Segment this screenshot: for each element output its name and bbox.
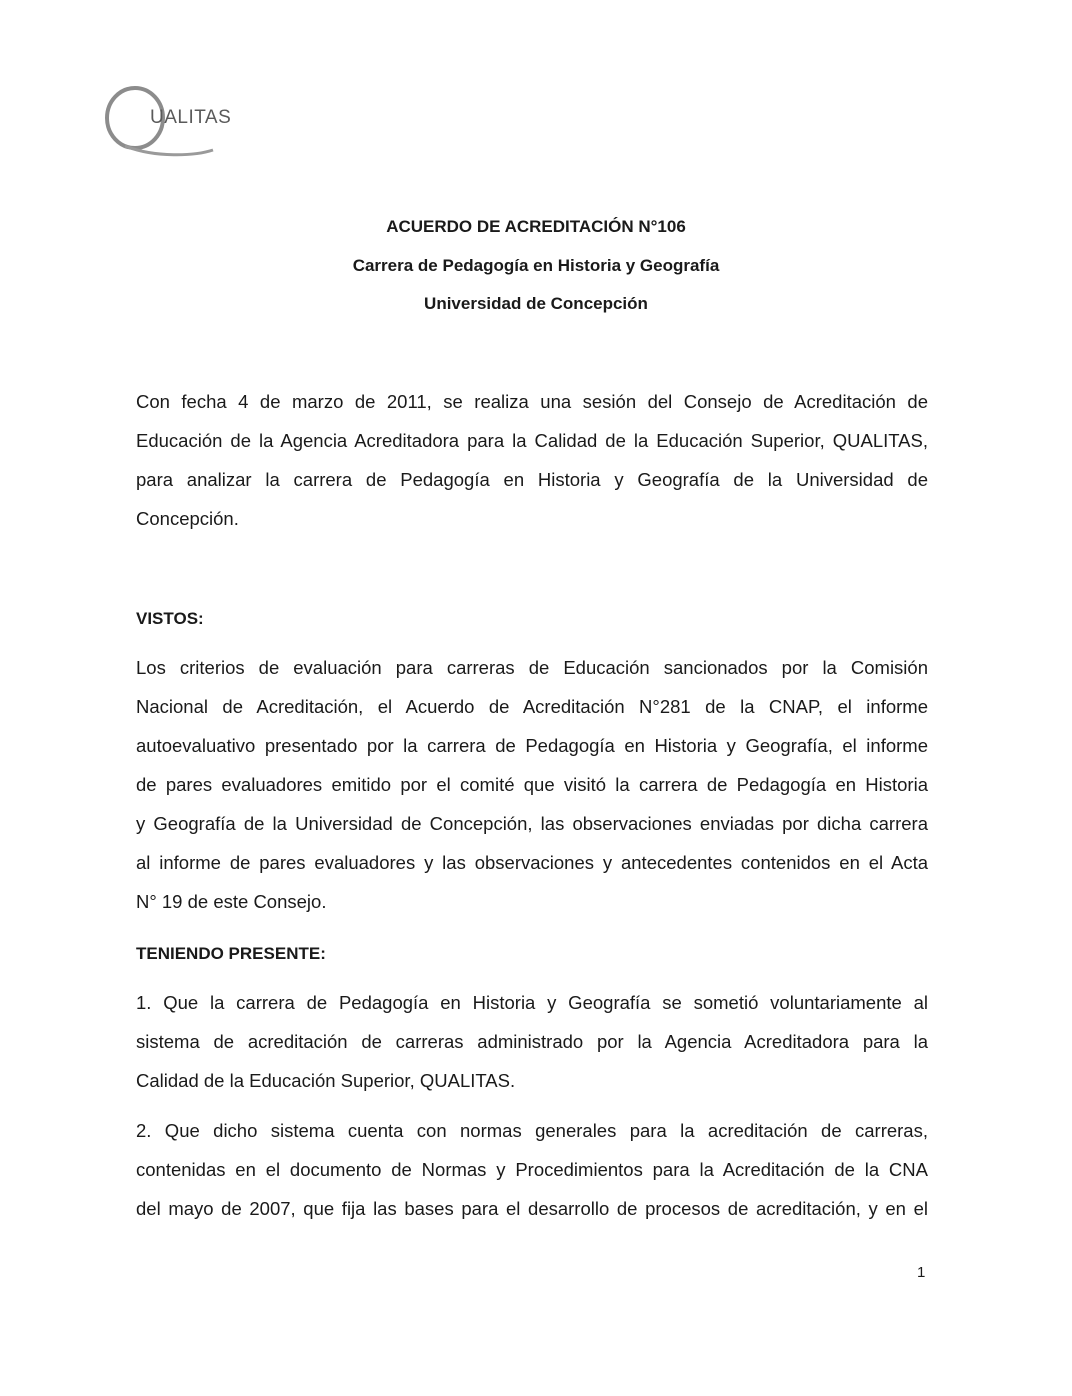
logo-wordmark: UALITAS [150, 107, 232, 128]
paragraph-line: Calidad de la Educación Superior, QUALITAS. [136, 1070, 516, 1091]
paragraph-line: de pares evaluadores emitido por el comité que visitó la carrera de Pedagogía en Historia [136, 774, 928, 795]
paragraph-line: Educación de la Agencia Acreditadora para la Calidad de la Educación Superior, QUALITAS, [136, 430, 928, 451]
paragraph-line: N° 19 de este Consejo. [136, 891, 327, 912]
paragraph-line: autoevaluativo presentado por la carrera de Pedagogía en Historia y Geografía, el informe [136, 735, 928, 756]
paragraph-line: sistema de acreditación de carreras administrado por la Agencia Acreditadora para la [136, 1031, 928, 1052]
paragraph-line: al informe de pares evaluadores y las observaciones y antecedentes contenidos en el Acta [136, 852, 928, 873]
qualitas-logo [95, 80, 275, 160]
vistos-heading: VISTOS: [136, 609, 204, 628]
vistos-paragraph [136, 648, 928, 921]
paragraph-line: del mayo de 2007, que fija las bases para el desarrollo de procesos de acreditación, y en el [136, 1198, 928, 1219]
page-number: 1 [917, 1264, 926, 1281]
paragraph-line: Con fecha 4 de marzo de 2011, se realiza una sesión del Consejo de Acreditación de [136, 391, 928, 412]
paragraph-line: contenidas en el documento de Normas y Procedimientos para la Acreditación de la CNA [136, 1159, 928, 1180]
paragraph-line: 2. Que dicho sistema cuenta con normas generales para la acreditación de carreras, [136, 1120, 928, 1141]
teniendo-item-2 [136, 1111, 928, 1228]
document-title: ACUERDO DE ACREDITACIÓN N°106 [386, 217, 686, 236]
paragraph-line: y Geografía de la Universidad de Concepción, las observaciones enviadas por dicha carrera [136, 813, 928, 834]
teniendo-heading: TENIENDO PRESENTE: [136, 944, 326, 963]
paragraph-line: Los criterios de evaluación para carreras de Educación sancionados por la Comisión [136, 657, 928, 678]
teniendo-item-1 [136, 983, 928, 1100]
career-subtitle: Carrera de Pedagogía en Historia y Geografía [352, 256, 720, 275]
paragraph-line: Nacional de Acreditación, el Acuerdo de Acreditación N°281 de la CNAP, el informe [136, 696, 928, 717]
paragraph-line: para analizar la carrera de Pedagogía en Historia y Geografía de la Universidad de [136, 469, 928, 490]
intro-paragraph [136, 382, 928, 538]
paragraph-line: 1. Que la carrera de Pedagogía en Historia y Geografía se sometió voluntariamente al [136, 992, 928, 1013]
paragraph-line: Concepción. [136, 508, 239, 529]
institution-name: Universidad de Concepción [424, 294, 648, 313]
